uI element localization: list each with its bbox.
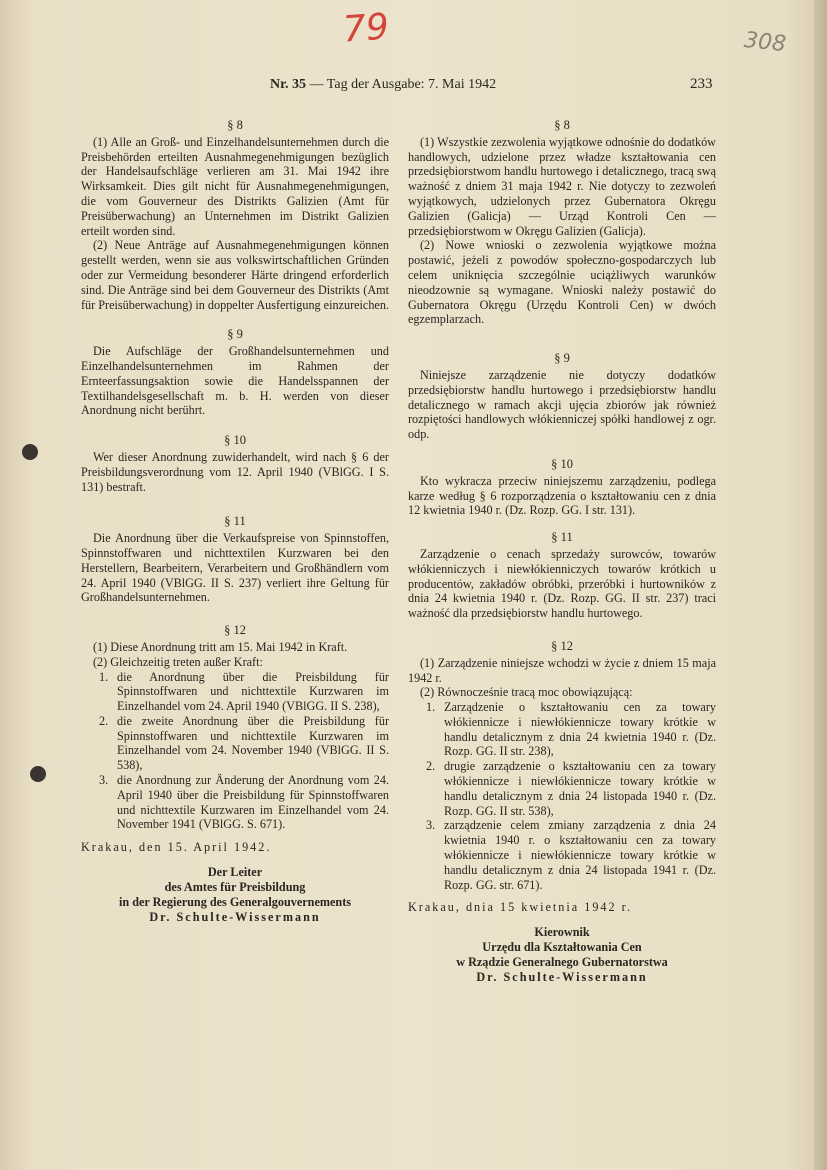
issue-date: — Tag der Ausgabe: 7. Mai 1942 — [306, 77, 497, 92]
repeal-list — [81, 670, 389, 833]
section-heading: § 8 — [554, 118, 570, 132]
paragraph: (1) Wszystkie zezwolenia wyjątkowe odnośnie do dodatków handlowych, udzielone przez władze kształtowania cen przedsiębiorstwom handlu hurtowego i detalicznego, tracą swą ważność z dniem 31 maja 1942 r. Nie dotyczy to zezwoleń wyjątkowych, udzielonych przez Gubernatora Okręgu Galizien (Galicja) — Urząd Kontroli Cen — przedsiębiorstwom w Okręgu Galizien (Galicja). — [408, 134, 716, 238]
page-number: 233 — [690, 76, 713, 92]
section-heading: § 9 — [554, 351, 570, 366]
section-heading: § 11 — [551, 530, 573, 545]
german-column — [81, 118, 389, 925]
place-date: Krakau, dnia 15 kwietnia 1942 r. — [408, 900, 633, 915]
section-heading: § 10 — [224, 433, 246, 448]
paragraph: (1) Alle an Groß- und Einzelhandelsunternehmen durch die Preisbehörden erteilten Ausnahmegenehmigungen bezüglich der Handelsaufschläge verlieren am 31. Mai 1942 ihre Wirksamkeit. Dies gilt nicht für Ausnahmegenehmigungen, die vom Gouverneur des Distrikts Galizien (Amt für Preisüberwachung) an Unternehmen im Distrikt Galizien erteilt worden sind. — [81, 134, 389, 238]
paragraph: Wer dieser Anordnung zuwiderhandelt, wird nach § 6 der Preisbildungsverordnung vom 12. April 1940 (VBlGG. I S. 131) bestraft. — [81, 449, 389, 494]
issue-number: Nr. 35 — [270, 77, 307, 92]
list-item: 1. die Anordnung über die Preisbildung für Spinnstoffwaren und nichttextile Kurzwaren im Einzelhandel vom 24. April 1940 (VBlGG. II S. 238), — [99, 669, 389, 714]
list-item: 2. die zweite Anordnung über die Preisbildung für Spinnstoffwaren und nichttextile Kurzwaren im Einzelhandel vom 24. November 1940 (VBlGG. II S. 538), — [99, 713, 389, 773]
page-edge — [814, 0, 827, 1170]
paragraph: (2) Gleichzeitig treten außer Kraft: — [93, 654, 263, 669]
paragraph: Kto wykracza przeciw niniejszemu zarządzeniu, podlega karze według § 6 rozporządzenia o kształtowaniu cen z dnia 12 kwietnia 1940 r. (Dz. Rozp. GG. I str. 131). — [408, 473, 716, 518]
polish-column — [408, 118, 716, 985]
punch-hole — [22, 444, 38, 460]
section-heading: § 10 — [551, 456, 573, 471]
punch-hole — [30, 766, 46, 782]
list-item: 1. Zarządzenie o kształtowaniu cen za towary włókiennicze i niewłókiennicze towary krótkie w handlu detalicznym z dnia 24 kwietnia 1940 r. (Dz. Rozp. GG. II str. 238), — [426, 700, 716, 759]
handwritten-red-mark: 79 — [341, 6, 391, 51]
paragraph: Niniejsze zarządzenie nie dotyczy dodatków przedsiębiorstw handlu hurtowego i przedsiębiorstw handlu detalicznego w ramach akcji ujęcia zbiorów jak również rozpiętości handlowych włókienniczej spółki handlowej z ogr. odp. — [408, 367, 716, 442]
section-heading: § 9 — [227, 327, 243, 342]
paragraph: (1) Diese Anordnung tritt am 15. Mai 1942 in Kraft. — [93, 639, 348, 654]
paragraph: (1) Zarządzenie niniejsze wchodzi w życie z dniem 15 maja 1942 r. — [408, 655, 716, 685]
paragraph: Die Aufschläge der Großhandelsunternehmen und Einzelhandelsunternehmen im Rahmen der Ernteerfassungsaktion sowie die Handelsspannen der Textilhandelsgesellschaft m. b. H. werden von dieser Anordnung nicht berührt. — [81, 344, 389, 418]
signature-block: Der Leiter des Amtes für Preisbildung in der Regierung des Generalgouvernements Dr. Schulte-Wissermann — [119, 865, 351, 925]
page-header — [270, 77, 496, 93]
section-heading: § 12 — [224, 623, 246, 638]
section-heading: § 11 — [224, 514, 246, 529]
list-item: 3. die Anordnung zur Änderung der Anordnung vom 24. April 1940 über die Preisbildung für Spinnstoffwaren und nichttextile Kurzwaren im Einzelhandel vom 24. November 1941 (VBlGG. S. 671). — [99, 773, 389, 832]
handwritten-pencil-mark: 308 — [742, 27, 788, 58]
place-date: Krakau, den 15. April 1942. — [81, 840, 272, 855]
paragraph: (2) Neue Anträge auf Ausnahmegenehmigungen können gestellt werden, wenn sie aus volkswirtschaftlichen Gründen oder zur Vermeidung besonderer Härte dringend erforderlich sind. Die Anträge sind bei dem Gouverneur des Distrikts (Amt für Preisüberwachung) in doppelter Ausfertigung einzureichen. — [81, 238, 389, 312]
paragraph: Zarządzenie o cenach sprzedaży surowców, towarów włókienniczych i niewłókienniczych towarów krótkich u producentów, zakładów obróbki, przeróbki i hurtowników z dnia 24 kwietnia 1940 r. (Dz. Rozp. GG. II str. 237) traci ważność dla przedsiębiorstw handlu hurtowego. — [408, 546, 716, 621]
section-heading: § 12 — [551, 638, 573, 653]
repeal-list — [408, 700, 716, 892]
signature-block: Kierownik Urzędu dla Kształtowania Cen w Rządzie Generalnego Gubernatorstwa Dr. Schulte-Wissermann — [456, 925, 668, 985]
list-item: 2. drugie zarządzenie o kształtowaniu cen za towary włókiennicze i niewłókiennicze towary krótkie w handlu detalicznym z dnia 24 listopada 1940 r. (Dz. Rozp. GG. II str. 538), — [426, 759, 716, 818]
paragraph: (2) Nowe wnioski o zezwolenia wyjątkowe można postawić, jeżeli z powodów społeczno-gospodarczych lub celem uniknięcia szczególnie uciążliwych warunków nieodzownie są wymagane. Wnioski należy postawić do Gubernatora Okręgu (Urzędu Kontroli Cen) w dwóch egzemplarzach. — [408, 238, 716, 327]
paragraph: Die Anordnung über die Verkaufspreise von Spinnstoffen, Spinnstoffwaren und nichttextilen Kurzwaren bei den Herstellern, Bearbeitern, Verarbeitern und Großhändlern vom 24. April 1940 (VBlGG. II S. 237) verliert ihre Geltung für Großhandelsunternehmen. — [81, 531, 389, 605]
list-item: 3. zarządzenie celem zmiany zarządzenia z dnia 24 kwietnia 1940 r. o kształtowaniu cen za towary włókiennicze i niewłókiennicze towary krótkie w handlu detalicznym z dnia 24 listopada 1941 r. (Dz. Rozp. GG. str. 671). — [426, 818, 716, 892]
section-heading: § 8 — [227, 118, 243, 132]
paragraph: (2) Równocześnie tracą moc obowiązującą: — [420, 685, 633, 700]
